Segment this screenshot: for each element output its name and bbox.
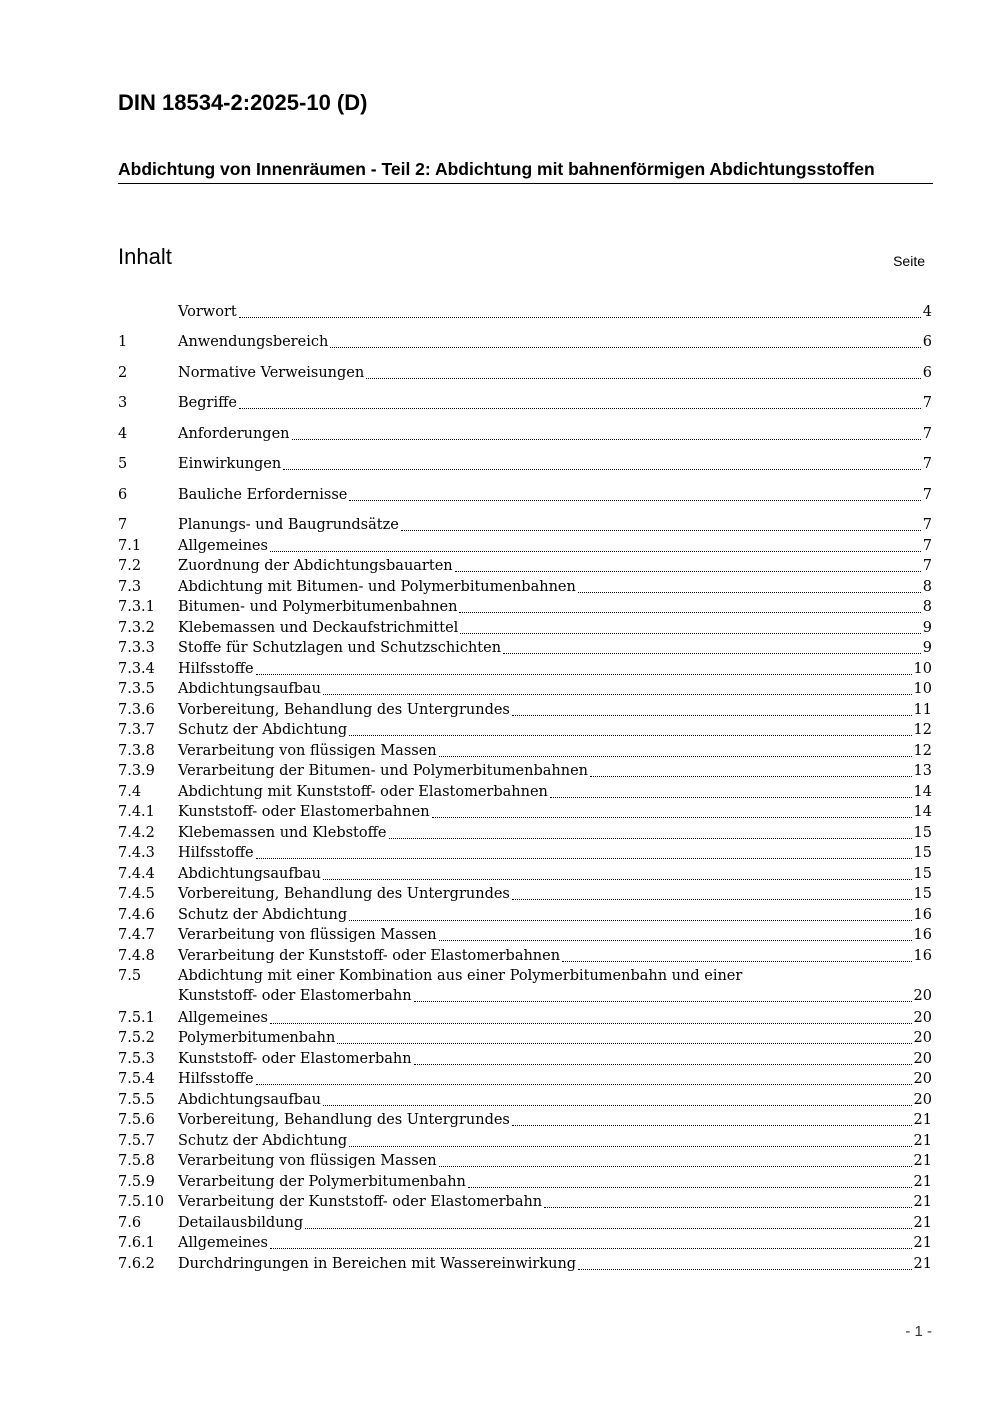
toc-entry-title: Durchdringungen in Bereichen mit Wassereinwirkung bbox=[178, 1256, 577, 1272]
toc-entry[interactable] bbox=[118, 618, 932, 638]
toc-entry-number: 7.3 bbox=[118, 579, 142, 595]
dot-leader bbox=[323, 694, 912, 695]
toc-entry[interactable] bbox=[118, 946, 932, 966]
toc-entry-page: 20 bbox=[913, 1092, 932, 1108]
toc-entry-number: 7.3.9 bbox=[118, 763, 155, 779]
toc-entry-title: Planungs- und Baugrundsätze bbox=[178, 517, 399, 533]
toc-entry-number: 7.4.4 bbox=[118, 866, 155, 882]
dot-leader bbox=[256, 1084, 912, 1085]
dot-leader bbox=[256, 858, 912, 859]
toc-entry[interactable] bbox=[118, 1049, 932, 1069]
dot-leader bbox=[349, 735, 911, 736]
dot-leader bbox=[414, 1064, 912, 1065]
toc-entry[interactable] bbox=[118, 1192, 932, 1212]
dot-leader bbox=[512, 1125, 912, 1126]
toc-entry-title: Abdichtungsaufbau bbox=[178, 866, 321, 882]
dot-leader bbox=[366, 378, 921, 379]
toc-entry[interactable] bbox=[118, 1028, 932, 1048]
toc-entry-title: Detailausbildung bbox=[178, 1215, 304, 1231]
toc-entry-page: 20 bbox=[913, 988, 932, 1004]
toc-entry[interactable] bbox=[118, 843, 932, 863]
toc-entry-title: Vorbereitung, Behandlung des Untergrundes bbox=[178, 886, 510, 902]
dot-leader bbox=[550, 797, 912, 798]
toc-entry-page: 20 bbox=[913, 1010, 932, 1026]
toc-entry[interactable] bbox=[118, 720, 932, 740]
toc-entry-title: Allgemeines bbox=[178, 538, 268, 554]
toc-entry-title: Verarbeitung der Polymerbitumenbahn bbox=[178, 1174, 466, 1190]
toc-entry-page: 21 bbox=[913, 1112, 932, 1128]
toc-entry-number: 7.6.2 bbox=[118, 1256, 155, 1272]
toc-entry-page: 10 bbox=[913, 661, 932, 677]
dot-leader bbox=[270, 1023, 912, 1024]
dot-leader bbox=[590, 776, 912, 777]
toc-entry[interactable] bbox=[118, 966, 932, 1006]
toc-entry-page: 15 bbox=[913, 886, 932, 902]
toc-entry[interactable] bbox=[118, 597, 932, 617]
toc-entry-page: 20 bbox=[913, 1071, 932, 1087]
dot-leader bbox=[337, 1043, 911, 1044]
toc-entry-page: 6 bbox=[922, 365, 932, 381]
toc-entry-page: 7 bbox=[922, 517, 932, 533]
toc-entry-title: Bitumen- und Polymerbitumenbahnen bbox=[178, 599, 458, 615]
toc-entry-page: 16 bbox=[913, 907, 932, 923]
toc-entry-title: Kunststoff- oder Elastomerbahn bbox=[178, 1051, 412, 1067]
toc-entry[interactable] bbox=[118, 782, 932, 802]
dot-leader bbox=[292, 439, 921, 440]
toc-entry[interactable] bbox=[118, 1008, 932, 1028]
toc-entry-page: 9 bbox=[922, 640, 932, 656]
toc-entry[interactable] bbox=[118, 802, 932, 822]
document-title: DIN 18534-2:2025-10 (D) bbox=[118, 90, 368, 115]
toc-entry-title: Bauliche Erfordernisse bbox=[178, 487, 348, 503]
dot-leader bbox=[239, 408, 921, 409]
toc-entry-number: 7.3.6 bbox=[118, 702, 155, 718]
toc-entry-page: 7 bbox=[922, 426, 932, 442]
toc-entry-number: 7.5.2 bbox=[118, 1030, 155, 1046]
toc-entry-number: 7.5.1 bbox=[118, 1010, 155, 1026]
dot-leader bbox=[349, 1146, 911, 1147]
toc-entry-number: 7.5.5 bbox=[118, 1092, 155, 1108]
dot-leader bbox=[578, 592, 921, 593]
toc-entry[interactable] bbox=[118, 905, 932, 925]
contents-heading: Inhalt bbox=[118, 244, 172, 269]
toc-entry-page: 15 bbox=[913, 866, 932, 882]
toc-entry-number: 7.5.4 bbox=[118, 1071, 155, 1087]
toc-entry[interactable] bbox=[118, 1213, 932, 1233]
toc-entry[interactable] bbox=[118, 659, 932, 679]
toc-entry-page: 21 bbox=[913, 1235, 932, 1251]
toc-entry-title: Verarbeitung von flüssigen Massen bbox=[178, 743, 437, 759]
dot-leader bbox=[349, 920, 911, 921]
toc-entry[interactable] bbox=[118, 864, 932, 884]
dot-leader bbox=[512, 899, 912, 900]
toc-entry-title: Verarbeitung der Bitumen- und Polymerbitumenbahnen bbox=[178, 763, 589, 779]
toc-entry-title: Abdichtungsaufbau bbox=[178, 681, 321, 697]
toc-entry-title: Schutz der Abdichtung bbox=[178, 1133, 348, 1149]
toc-entry-number: 7.5.8 bbox=[118, 1153, 155, 1169]
toc-entry-page: 12 bbox=[913, 743, 932, 759]
toc-entry-page: 7 bbox=[922, 395, 932, 411]
toc-entry-number: 7.4.5 bbox=[118, 886, 155, 902]
toc-entry[interactable] bbox=[118, 556, 932, 576]
toc-entry-number: 7.4.6 bbox=[118, 907, 155, 923]
toc-entry-title: Hilfsstoffe bbox=[178, 661, 254, 677]
toc-entry-page: 8 bbox=[922, 579, 932, 595]
dot-leader bbox=[349, 500, 920, 501]
toc-entry-number: 7.4.8 bbox=[118, 948, 155, 964]
toc-entry[interactable] bbox=[118, 638, 932, 658]
dot-leader bbox=[401, 530, 921, 531]
toc-entry[interactable] bbox=[118, 700, 932, 720]
toc-entry-number: 7.4 bbox=[118, 784, 142, 800]
toc-entry-title: Anforderungen bbox=[178, 426, 290, 442]
toc-entry-title: Hilfsstoffe bbox=[178, 845, 254, 861]
page-column-label: Seite bbox=[893, 253, 925, 269]
toc-entry-title: Abdichtung mit Bitumen- und Polymerbitumenbahnen bbox=[178, 579, 576, 595]
toc-entry-page: 21 bbox=[913, 1194, 932, 1210]
toc-entry[interactable] bbox=[118, 454, 932, 474]
toc-entry[interactable] bbox=[118, 424, 932, 444]
toc-entry-page: 7 bbox=[922, 538, 932, 554]
toc-entry-page: 12 bbox=[913, 722, 932, 738]
toc-entry-number: 7.6.1 bbox=[118, 1235, 155, 1251]
toc-entry-title: Einwirkungen bbox=[178, 456, 282, 472]
toc-entry-page: 14 bbox=[913, 804, 932, 820]
toc-entry[interactable] bbox=[118, 302, 932, 322]
toc-entry-title: Polymerbitumenbahn bbox=[178, 1030, 336, 1046]
toc-entry-title: Anwendungsbereich bbox=[178, 334, 329, 350]
toc-entry-page: 10 bbox=[913, 681, 932, 697]
toc-entry-title-continued: Kunststoff- oder Elastomerbahn bbox=[178, 988, 412, 1004]
dot-leader bbox=[323, 879, 912, 880]
toc-entry[interactable] bbox=[118, 761, 932, 781]
toc-entry-number: 7.5.10 bbox=[118, 1194, 165, 1210]
toc-entry[interactable] bbox=[118, 679, 932, 699]
toc-entry-number: 7.3.1 bbox=[118, 599, 155, 615]
toc-entry-page: 11 bbox=[913, 702, 932, 718]
toc-entry-number: 7.3.3 bbox=[118, 640, 155, 656]
toc-entry-title: Hilfsstoffe bbox=[178, 1071, 254, 1087]
toc-entry-number: 7.3.4 bbox=[118, 661, 155, 677]
toc-entry[interactable] bbox=[118, 1110, 932, 1130]
toc-entry-title: Klebemassen und Klebstoffe bbox=[178, 825, 387, 841]
toc-entry-number: 7.3.8 bbox=[118, 743, 155, 759]
toc-entry-title: Abdichtung mit Kunststoff- oder Elastomerbahnen bbox=[178, 784, 548, 800]
toc-entry-number: 7.4.3 bbox=[118, 845, 155, 861]
toc-entry-page: 21 bbox=[913, 1256, 932, 1272]
toc-entry-page: 20 bbox=[913, 1051, 932, 1067]
toc-entry-title: Allgemeines bbox=[178, 1010, 268, 1026]
toc-entry-number: 7.3.5 bbox=[118, 681, 155, 697]
toc-entry[interactable] bbox=[118, 1131, 932, 1151]
toc-entry-page: 7 bbox=[922, 558, 932, 574]
toc-entry-page: 4 bbox=[922, 304, 932, 320]
toc-entry-page: 8 bbox=[922, 599, 932, 615]
toc-entry-number: 6 bbox=[118, 487, 128, 503]
toc-entry-page: 15 bbox=[913, 825, 932, 841]
toc-entry-number: 4 bbox=[118, 426, 128, 442]
toc-entry-page: 21 bbox=[913, 1215, 932, 1231]
toc-entry[interactable] bbox=[118, 1233, 932, 1253]
toc-entry[interactable] bbox=[118, 363, 932, 383]
dot-leader bbox=[460, 633, 920, 634]
dot-leader bbox=[459, 612, 920, 613]
toc-entry-number: 7 bbox=[118, 517, 128, 533]
toc-entry-number: 7.4.1 bbox=[118, 804, 155, 820]
toc-entry-title: Abdichtung mit einer Kombination aus einer Polymerbitumenbahn und einer bbox=[178, 968, 743, 984]
toc-entry-title: Verarbeitung von flüssigen Massen bbox=[178, 1153, 437, 1169]
toc-entry[interactable] bbox=[118, 1172, 932, 1192]
toc-entry-page: 7 bbox=[922, 487, 932, 503]
toc-entry-number: 7.5 bbox=[118, 968, 142, 984]
toc-entry-number: 7.2 bbox=[118, 558, 142, 574]
dot-leader bbox=[270, 551, 921, 552]
toc-entry-number: 3 bbox=[118, 395, 128, 411]
toc-entry[interactable] bbox=[118, 515, 932, 535]
toc-entry-number: 5 bbox=[118, 456, 128, 472]
toc-entry-page: 6 bbox=[922, 334, 932, 350]
dot-leader bbox=[439, 940, 912, 941]
dot-leader bbox=[503, 653, 921, 654]
dot-leader bbox=[256, 674, 912, 675]
toc-entry-title: Schutz der Abdichtung bbox=[178, 722, 348, 738]
toc-entry-number: 7.4.2 bbox=[118, 825, 155, 841]
toc-entry[interactable] bbox=[118, 1069, 932, 1089]
toc-entry[interactable] bbox=[118, 332, 932, 352]
dot-leader bbox=[305, 1228, 911, 1229]
toc-entry-title: Allgemeines bbox=[178, 1235, 268, 1251]
toc-entry-page: 15 bbox=[913, 845, 932, 861]
toc-entry-page: 21 bbox=[913, 1133, 932, 1149]
toc-entry-title: Abdichtungsaufbau bbox=[178, 1092, 321, 1108]
toc-entry-number: 7.1 bbox=[118, 538, 142, 554]
toc-entry-title: Begriffe bbox=[178, 395, 237, 411]
toc-entry[interactable] bbox=[118, 823, 932, 843]
toc-entry-title: Schutz der Abdichtung bbox=[178, 907, 348, 923]
toc-entry-number: 7.5.6 bbox=[118, 1112, 155, 1128]
toc-entry-title: Verarbeitung der Kunststoff- oder Elastomerbahnen bbox=[178, 948, 561, 964]
toc-entry[interactable] bbox=[118, 485, 932, 505]
toc-entry-title: Kunststoff- oder Elastomerbahnen bbox=[178, 804, 430, 820]
dot-leader bbox=[330, 347, 920, 348]
dot-leader bbox=[323, 1105, 912, 1106]
toc-entry-page: 21 bbox=[913, 1174, 932, 1190]
toc-entry-page: 9 bbox=[922, 620, 932, 636]
dot-leader bbox=[283, 469, 921, 470]
toc-entry[interactable] bbox=[118, 925, 932, 945]
dot-leader bbox=[432, 817, 912, 818]
dot-leader bbox=[439, 1166, 912, 1167]
dot-leader bbox=[414, 1001, 912, 1002]
toc-entry-number: 7.3.7 bbox=[118, 722, 155, 738]
dot-leader bbox=[562, 961, 911, 962]
toc-entry-number: 7.3.2 bbox=[118, 620, 155, 636]
toc-entry-title: Vorbereitung, Behandlung des Untergrundes bbox=[178, 1112, 510, 1128]
page-number-footer: - 1 - bbox=[905, 1323, 932, 1340]
dot-leader bbox=[455, 571, 921, 572]
toc-entry-page: 16 bbox=[913, 948, 932, 964]
dot-leader bbox=[389, 838, 912, 839]
toc-entry[interactable] bbox=[118, 536, 932, 556]
dot-leader bbox=[239, 317, 921, 318]
toc-entry-number: 7.5.7 bbox=[118, 1133, 155, 1149]
toc-entry-title: Verarbeitung von flüssigen Massen bbox=[178, 927, 437, 943]
toc-entry-title: Normative Verweisungen bbox=[178, 365, 365, 381]
dot-leader bbox=[439, 756, 912, 757]
dot-leader bbox=[468, 1187, 912, 1188]
toc-entry[interactable] bbox=[118, 741, 932, 761]
toc-entry[interactable] bbox=[118, 393, 932, 413]
dot-leader bbox=[544, 1207, 911, 1208]
dot-leader bbox=[578, 1269, 911, 1270]
dot-leader bbox=[512, 715, 912, 716]
toc-entry[interactable] bbox=[118, 1151, 932, 1171]
toc-entry-number: 7.6 bbox=[118, 1215, 142, 1231]
toc-entry-title: Verarbeitung der Kunststoff- oder Elastomerbahn bbox=[178, 1194, 543, 1210]
toc-entry-page: 16 bbox=[913, 927, 932, 943]
toc-entry-number: 1 bbox=[118, 334, 128, 350]
toc-entry-title: Vorwort bbox=[178, 304, 237, 320]
toc-entry-number: 7.5.9 bbox=[118, 1174, 155, 1190]
toc-entry-page: 7 bbox=[922, 456, 932, 472]
toc-entry[interactable] bbox=[118, 884, 932, 904]
toc-entry-page: 14 bbox=[913, 784, 932, 800]
toc-entry-number: 2 bbox=[118, 365, 128, 381]
toc-entry-title: Zuordnung der Abdichtungsbauarten bbox=[178, 558, 453, 574]
toc-entry-page: 20 bbox=[913, 1030, 932, 1046]
toc-entry-number: 7.5.3 bbox=[118, 1051, 155, 1067]
toc-entry-number: 7.4.7 bbox=[118, 927, 155, 943]
toc-entry[interactable] bbox=[118, 577, 932, 597]
toc-entry-page: 21 bbox=[913, 1153, 932, 1169]
toc-entry-title: Stoffe für Schutzlagen und Schutzschichten bbox=[178, 640, 502, 656]
toc-entry-title: Klebemassen und Deckaufstrichmittel bbox=[178, 620, 459, 636]
toc-entry[interactable] bbox=[118, 1254, 932, 1274]
toc-entry-page: 13 bbox=[913, 763, 932, 779]
toc-entry[interactable] bbox=[118, 1090, 932, 1110]
toc-entry-title: Vorbereitung, Behandlung des Untergrundes bbox=[178, 702, 510, 718]
document-subtitle: Abdichtung von Innenräumen - Teil 2: Abdichtung mit bahnenförmigen Abdichtungsstoffen bbox=[118, 158, 933, 184]
dot-leader bbox=[270, 1248, 912, 1249]
